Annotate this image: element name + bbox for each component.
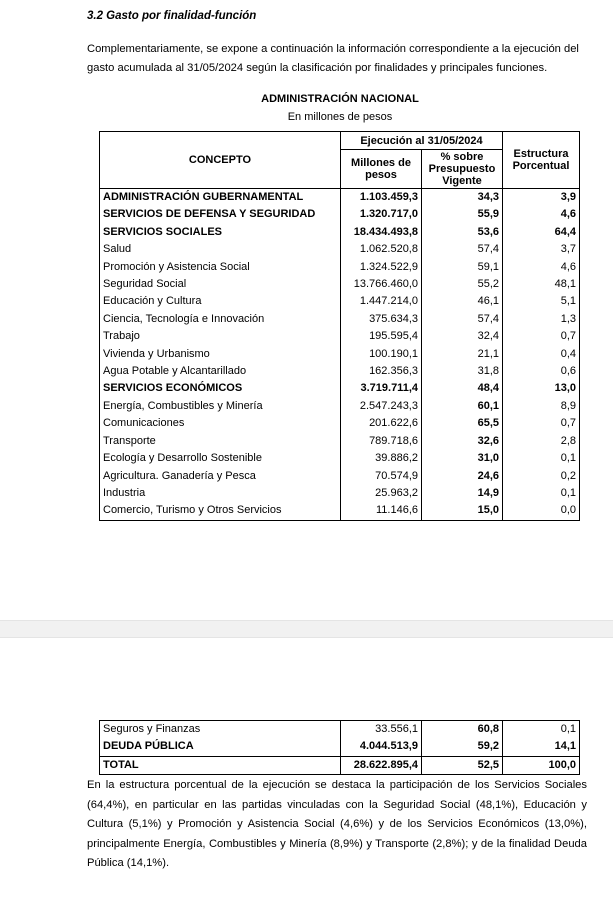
table-row <box>100 293 580 310</box>
cell-estructura: 1,3 <box>503 311 580 328</box>
cell-porcentaje: 59,1 <box>422 259 503 276</box>
cell-estructura: 0,1 <box>503 721 580 739</box>
table-row <box>100 468 580 485</box>
cell-porcentaje: 53,6 <box>422 224 503 241</box>
cell-millones: 3.719.711,4 <box>341 380 422 397</box>
cell-millones: 28.622.895,4 <box>341 756 422 774</box>
cell-porcentaje: 31,0 <box>422 450 503 467</box>
cell-porcentaje: 21,1 <box>422 346 503 363</box>
table-row <box>100 241 580 258</box>
cell-estructura: 0,6 <box>503 363 580 380</box>
cell-estructura: 4,6 <box>503 206 580 223</box>
cell-millones: 1.062.520,8 <box>341 241 422 258</box>
cell-millones: 4.044.513,9 <box>341 738 422 756</box>
table-row <box>100 259 580 276</box>
header-concepto: CONCEPTO <box>100 132 341 189</box>
table-title: ADMINISTRACIÓN NACIONAL <box>261 93 419 105</box>
cell-porcentaje: 32,6 <box>422 433 503 450</box>
cell-millones: 100.190,1 <box>341 346 422 363</box>
table-subtitle: En millones de pesos <box>287 111 393 123</box>
cell-millones: 1.320.717,0 <box>341 206 422 223</box>
cell-concepto: SERVICIOS ECONÓMICOS <box>100 380 341 397</box>
cell-concepto: ADMINISTRACIÓN GUBERNAMENTAL <box>100 189 341 207</box>
budget-table-continued <box>99 720 580 775</box>
header-porcentaje: % sobre Presupuesto Vigente <box>422 150 503 189</box>
cell-porcentaje: 24,6 <box>422 468 503 485</box>
cell-porcentaje: 32,4 <box>422 328 503 345</box>
cell-millones: 195.595,4 <box>341 328 422 345</box>
cell-millones: 1.103.459,3 <box>341 189 422 207</box>
table-row <box>100 363 580 380</box>
table-row <box>100 224 580 241</box>
cell-concepto: Comunicaciones <box>100 415 341 432</box>
cell-millones: 2.547.243,3 <box>341 398 422 415</box>
cell-millones: 1.447.214,0 <box>341 293 422 310</box>
cell-estructura: 14,1 <box>503 738 580 756</box>
cell-millones: 13.766.460,0 <box>341 276 422 293</box>
cell-concepto: Educación y Cultura <box>100 293 341 310</box>
table-row <box>100 311 580 328</box>
cell-millones: 70.574,9 <box>341 468 422 485</box>
cell-porcentaje: 48,4 <box>422 380 503 397</box>
cell-porcentaje: 46,1 <box>422 293 503 310</box>
cell-concepto: Seguridad Social <box>100 276 341 293</box>
cell-estructura: 8,9 <box>503 398 580 415</box>
cell-porcentaje: 60,1 <box>422 398 503 415</box>
cell-estructura: 13,0 <box>503 380 580 397</box>
cell-millones: 11.146,6 <box>341 502 422 520</box>
cell-estructura: 5,1 <box>503 293 580 310</box>
cell-porcentaje: 14,9 <box>422 485 503 502</box>
table-row <box>100 276 580 293</box>
table-row <box>100 189 580 207</box>
cell-estructura: 0,2 <box>503 468 580 485</box>
section-title: 3.2 Gasto por finalidad-función <box>87 10 257 22</box>
intro-paragraph: Complementariamente, se expone a continuación la información correspondiente a la ejecución del gasto acumulada al 31/05/2024 según la clasificación por finalidades y principales funciones. <box>87 43 579 74</box>
cell-millones: 39.886,2 <box>341 450 422 467</box>
table-row <box>100 398 580 415</box>
cell-estructura: 0,7 <box>503 415 580 432</box>
page-break <box>0 620 613 638</box>
cell-estructura: 0,1 <box>503 450 580 467</box>
cell-porcentaje: 52,5 <box>422 756 503 774</box>
table-row <box>100 206 580 223</box>
cell-porcentaje: 15,0 <box>422 502 503 520</box>
cell-estructura: 3,9 <box>503 189 580 207</box>
table-row <box>100 721 580 739</box>
table-row <box>100 502 580 520</box>
cell-concepto: Trabajo <box>100 328 341 345</box>
cell-concepto: Vivienda y Urbanismo <box>100 346 341 363</box>
cell-concepto: SERVICIOS DE DEFENSA Y SEGURIDAD <box>100 206 341 223</box>
cell-concepto: Salud <box>100 241 341 258</box>
header-estructura: Estructura Porcentual <box>503 132 580 189</box>
cell-millones: 18.434.493,8 <box>341 224 422 241</box>
header-ejecucion: Ejecución al 31/05/2024 <box>341 132 503 150</box>
cell-concepto: Seguros y Finanzas <box>100 721 341 739</box>
cell-concepto: Industria <box>100 485 341 502</box>
cell-concepto: Promoción y Asistencia Social <box>100 259 341 276</box>
table-row <box>100 415 580 432</box>
cell-porcentaje: 55,9 <box>422 206 503 223</box>
table-row <box>100 756 580 774</box>
cell-estructura: 4,6 <box>503 259 580 276</box>
summary-paragraph: En la estructura porcentual de la ejecución se destaca la participación de los Servicios Sociales (64,4%), en particular en las partidas vinculadas con la Seguridad Social (48,1%), Educación y Cultura (5,1%) y Promoción y Asistencia Social (4,6%) y de los Servicios Económicos (13,0%), principalmente Energía, Combustibles y Minería (8,9%) y Transporte (2,8%); y de la finalidad Deuda Pública (14,1%). <box>87 779 587 869</box>
table-row <box>100 380 580 397</box>
cell-porcentaje: 31,8 <box>422 363 503 380</box>
cell-porcentaje: 55,2 <box>422 276 503 293</box>
cell-porcentaje: 34,3 <box>422 189 503 207</box>
table-row <box>100 485 580 502</box>
header-millones: Millones de pesos <box>341 150 422 189</box>
cell-estructura: 100,0 <box>503 756 580 774</box>
cell-concepto: Ciencia, Tecnología e Innovación <box>100 311 341 328</box>
cell-porcentaje: 59,2 <box>422 738 503 756</box>
cell-estructura: 0,1 <box>503 485 580 502</box>
cell-estructura: 48,1 <box>503 276 580 293</box>
table-row <box>100 738 580 756</box>
cell-estructura: 0,7 <box>503 328 580 345</box>
cell-millones: 25.963,2 <box>341 485 422 502</box>
cell-porcentaje: 57,4 <box>422 311 503 328</box>
cell-millones: 375.634,3 <box>341 311 422 328</box>
cell-porcentaje: 57,4 <box>422 241 503 258</box>
cell-estructura: 0,0 <box>503 502 580 520</box>
table-row <box>100 450 580 467</box>
cell-concepto: SERVICIOS SOCIALES <box>100 224 341 241</box>
cell-millones: 33.556,1 <box>341 721 422 739</box>
cell-millones: 1.324.522,9 <box>341 259 422 276</box>
cell-porcentaje: 65,5 <box>422 415 503 432</box>
cell-estructura: 2,8 <box>503 433 580 450</box>
cell-millones: 201.622,6 <box>341 415 422 432</box>
cell-porcentaje: 60,8 <box>422 721 503 739</box>
cell-concepto: Agua Potable y Alcantarillado <box>100 363 341 380</box>
cell-estructura: 3,7 <box>503 241 580 258</box>
cell-concepto: Transporte <box>100 433 341 450</box>
cell-concepto: Comercio, Turismo y Otros Servicios <box>100 502 341 520</box>
cell-estructura: 64,4 <box>503 224 580 241</box>
table-row <box>100 433 580 450</box>
cell-concepto: Ecología y Desarrollo Sostenible <box>100 450 341 467</box>
cell-concepto: TOTAL <box>100 756 341 774</box>
cell-concepto: Energía, Combustibles y Minería <box>100 398 341 415</box>
table-row <box>100 328 580 345</box>
cell-concepto: Agricultura. Ganadería y Pesca <box>100 468 341 485</box>
cell-millones: 162.356,3 <box>341 363 422 380</box>
budget-table <box>99 131 580 521</box>
table-row <box>100 346 580 363</box>
cell-concepto: DEUDA PÚBLICA <box>100 738 341 756</box>
cell-estructura: 0,4 <box>503 346 580 363</box>
cell-millones: 789.718,6 <box>341 433 422 450</box>
